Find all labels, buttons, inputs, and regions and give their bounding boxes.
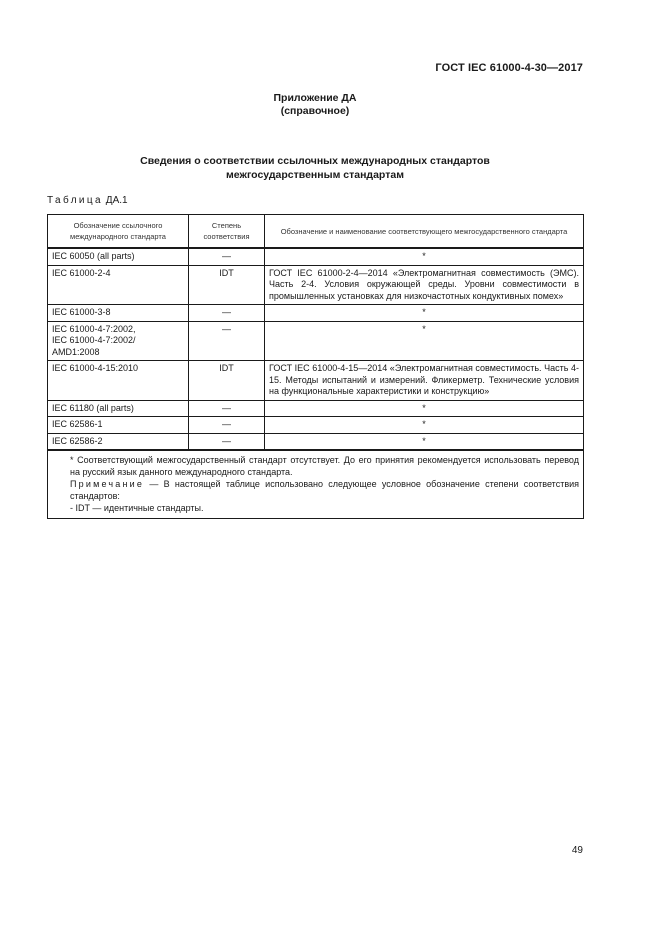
table-note <box>54 478 579 502</box>
table-row <box>48 361 584 401</box>
gost-standard-cell: * <box>265 248 584 265</box>
annex-heading <box>0 92 630 118</box>
section-title-line-1: Сведения о соответствии ссылочных международных стандартов <box>140 155 490 167</box>
annex-subtitle: (справочное) <box>280 105 350 117</box>
gost-standard-cell: * <box>265 417 584 434</box>
degree-cell: — <box>189 248 265 265</box>
document-header: ГОСТ IEC 61000-4-30—2017 <box>435 62 583 74</box>
table-row <box>48 265 584 305</box>
table-header-row <box>48 215 584 249</box>
intl-standard-cell: IEC 60050 (all parts) <box>48 248 189 265</box>
intl-standard-cell: IEC 61000-2-4 <box>48 265 189 305</box>
standards-correspondence-table <box>47 214 584 519</box>
intl-standard-cell: IEC 62586-2 <box>48 433 189 450</box>
degree-cell: — <box>189 417 265 434</box>
table-row <box>48 321 584 361</box>
table-caption-label: Таблица <box>47 195 104 206</box>
table-row <box>48 417 584 434</box>
degree-cell: IDT <box>189 361 265 401</box>
gost-standard-cell: * <box>265 305 584 322</box>
table-footnote-row <box>48 450 584 519</box>
footnote-text: * Соответствующий межгосударственный стандарт отсутствует. До его принятия рекомендуется использовать перевод на русский язык данного международного стандарта. <box>70 455 579 477</box>
section-heading <box>0 154 630 182</box>
degree-cell: — <box>189 305 265 322</box>
column-header-degree: Степень соответствия <box>189 215 265 249</box>
table-row <box>48 433 584 450</box>
degree-cell: — <box>189 433 265 450</box>
gost-standard-cell: * <box>265 321 584 361</box>
page-number: 49 <box>571 845 583 856</box>
column-header-gost-standard: Обозначение и наименование соответствующего межгосударственного стандарта <box>265 215 584 249</box>
gost-standard-cell: * <box>265 400 584 417</box>
table-row <box>48 305 584 322</box>
gost-standard-cell: * <box>265 433 584 450</box>
table-footnote-cell <box>48 450 584 519</box>
gost-standard-cell: ГОСТ IEC 61000-4-15—2014 «Электромагнитная совместимость. Часть 4-15. Методы испытаний и измерений. Фликерметр. Технические условия на функциональные характеристики и конструкцию» <box>265 361 584 401</box>
intl-standard-cell: IEC 62586-1 <box>48 417 189 434</box>
note-item: - IDT — идентичные стандарты. <box>70 503 204 513</box>
gost-standard-cell: ГОСТ IEC 61000-2-4—2014 «Электромагнитная совместимость (ЭМС). Часть 2-4. Условия окружающей среды. Уровни совместимости в промышленных установках для низкочастотных кондуктивных помех» <box>265 265 584 305</box>
note-label: Примечание <box>70 479 145 489</box>
table-caption <box>47 195 128 206</box>
degree-cell: — <box>189 321 265 361</box>
degree-cell: IDT <box>189 265 265 305</box>
table-row <box>48 248 584 265</box>
column-header-intl-standard: Обозначение ссылочного международного стандарта <box>48 215 189 249</box>
intl-standard-cell: IEC 61000-3-8 <box>48 305 189 322</box>
section-title-line-2: межгосударственным стандартам <box>226 169 404 181</box>
intl-standard-cell: IEC 61180 (all parts) <box>48 400 189 417</box>
annex-title: Приложение ДА <box>273 92 357 104</box>
note-text: — В настоящей таблице использовано следующее условное обозначение степени соответствия стандартов: <box>70 479 579 501</box>
intl-standard-cell: IEC 61000-4-7:2002, IEC 61000-4-7:2002/ AMD1:2008 <box>48 321 189 361</box>
intl-standard-cell: IEC 61000-4-15:2010 <box>48 361 189 401</box>
table-row <box>48 400 584 417</box>
degree-cell: — <box>189 400 265 417</box>
table-caption-number: ДА.1 <box>105 195 128 206</box>
